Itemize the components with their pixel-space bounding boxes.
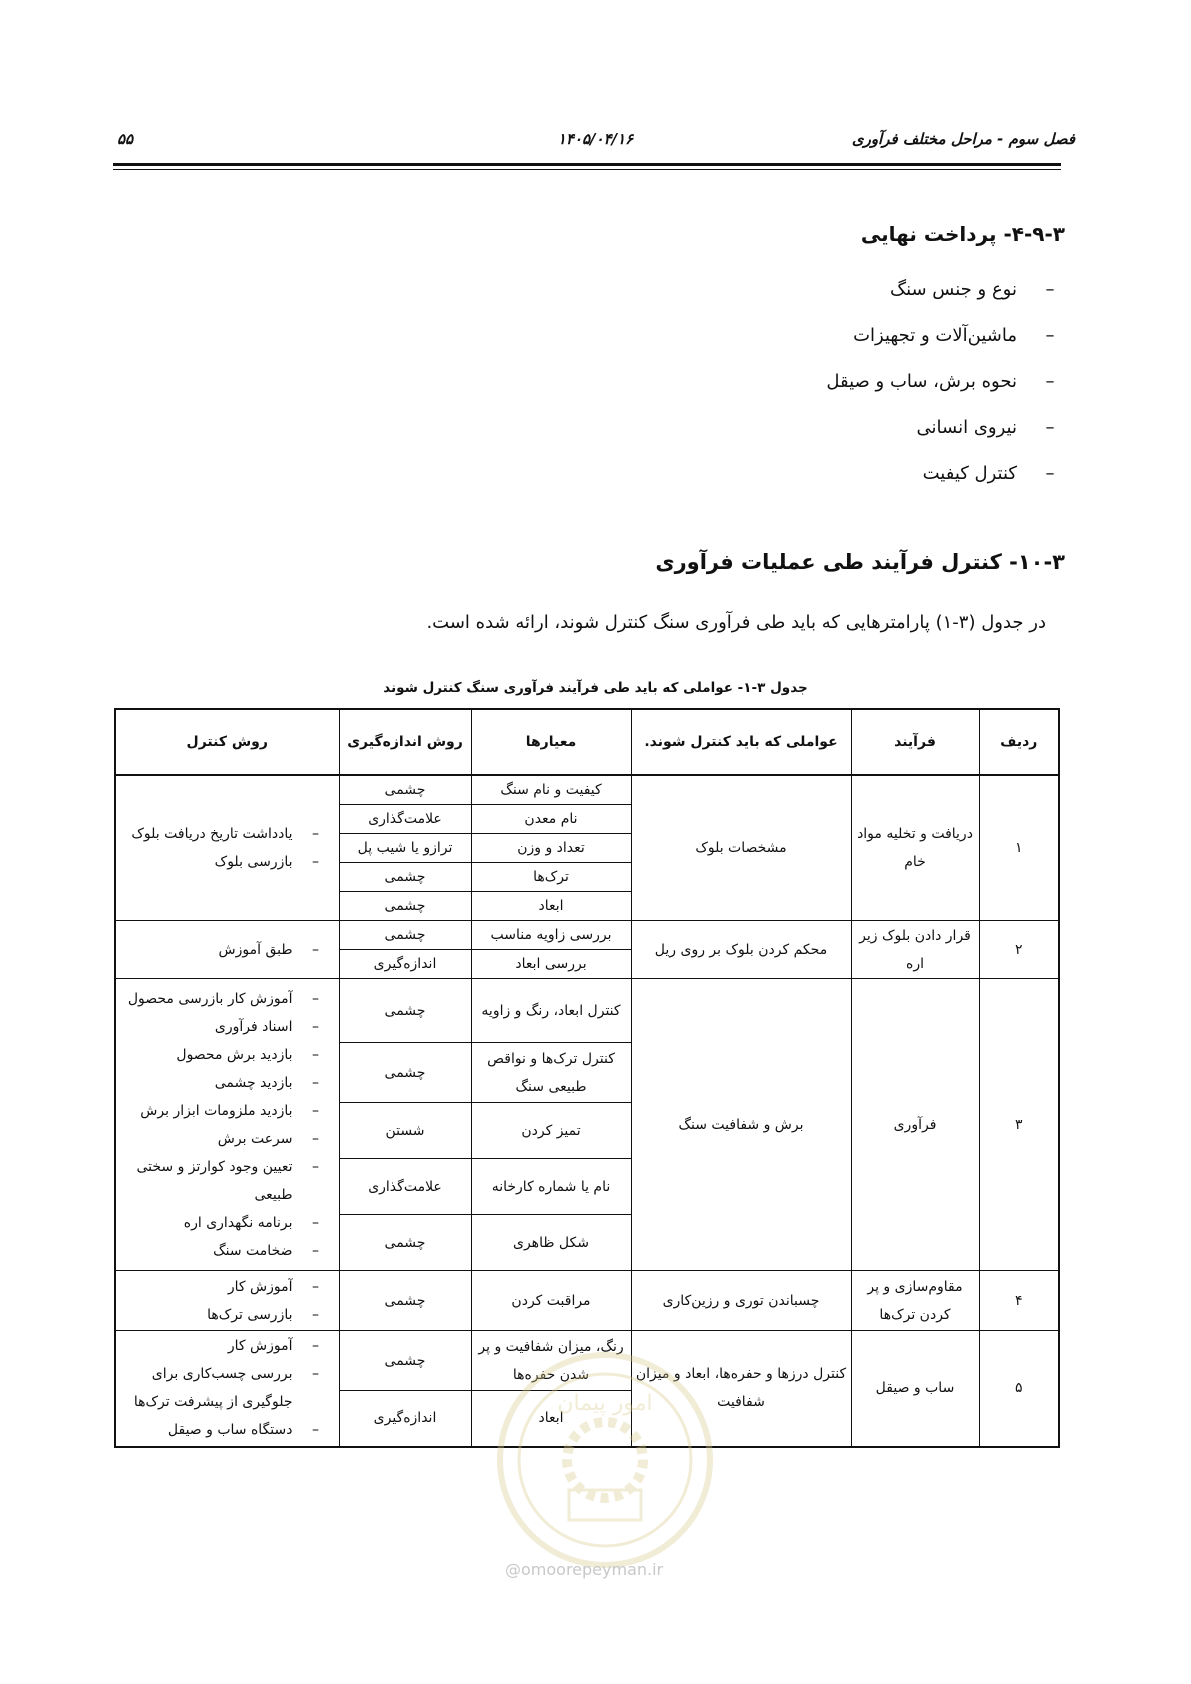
intro-paragraph: در جدول (۳-۱) پارامترهایی که باید طی فرآوری سنگ کنترل شوند، ارائه شده است.: [426, 612, 1046, 633]
control-item: –ضخامت سنگ: [213, 1242, 319, 1259]
control-item: –اسناد فرآوری: [214, 1018, 319, 1035]
control-item: –یادداشت تاریخ دریافت بلوک: [131, 826, 319, 842]
process-control-table: [114, 708, 1060, 1448]
control-item: –تعیین وجود کوارتز و سختی: [136, 1158, 319, 1175]
list-item: –نیروی انسانی: [916, 417, 1055, 438]
cell-method: چشمی: [339, 863, 471, 892]
control-item: –آموزش کار بازرسی محصول: [127, 990, 319, 1007]
bullet-list: [826, 275, 1065, 505]
cell-factors: مشخصات بلوک: [631, 775, 851, 921]
cell-row-no: ۳: [979, 979, 1059, 1271]
cell-criteria: تمیز کردن: [471, 1103, 631, 1159]
watermark-site: @omoorepeyman.ir: [505, 1560, 664, 1579]
table-row: [115, 1271, 1059, 1331]
header-process: فرآیند: [851, 709, 979, 775]
section-heading-final-finishing: ۴-۹-۳- پرداخت نهایی: [860, 222, 1065, 246]
cell-row-no: ۵: [979, 1331, 1059, 1447]
cell-process: فرآوری: [851, 979, 979, 1271]
page-number: ۵۵: [117, 130, 134, 148]
cell-method: علامت‌گذاری: [339, 805, 471, 834]
cell-factors: برش و شفافیت سنگ: [631, 979, 851, 1271]
cell-factors: کنترل درزها و حفره‌ها، ابعاد و میزان شفافیت: [631, 1331, 851, 1447]
cell-method: شستن: [339, 1103, 471, 1159]
section-heading-process-control: ۱۰-۳- کنترل فرآیند طی عملیات فرآوری: [655, 550, 1065, 574]
cell-method: چشمی: [339, 921, 471, 950]
list-item: –ماشین‌آلات و تجهیزات: [853, 325, 1055, 346]
cell-row-no: ۱: [979, 775, 1059, 921]
header-control-method: روش کنترل: [115, 709, 339, 775]
header-factors: عواملی که باید کنترل شوند.: [631, 709, 851, 775]
cell-control: [115, 1271, 339, 1331]
cell-criteria: بررسی زاویه مناسب: [471, 921, 631, 950]
header-measure-method: روش اندازه‌گیری: [339, 709, 471, 775]
cell-process: مقاوم‌سازی و پر کردن ترک‌ها: [851, 1271, 979, 1331]
control-item: –دستگاه ساب و صیقل: [167, 1422, 319, 1439]
cell-criteria: ترک‌ها: [471, 863, 631, 892]
control-item: –طبق آموزش: [218, 941, 319, 958]
cell-method: چشمی: [339, 1331, 471, 1391]
header-rule-thin: [113, 169, 1061, 170]
cell-criteria: کیفیت و نام سنگ: [471, 775, 631, 805]
cell-control: [115, 921, 339, 979]
cell-criteria: کنترل ابعاد، رنگ و زاویه: [471, 979, 631, 1043]
cell-control: [115, 979, 339, 1271]
header-date: ۱۴۰۵/۰۴/۱۶: [557, 130, 634, 148]
cell-factors: چسباندن توری و رزین‌کاری: [631, 1271, 851, 1331]
control-item: –سرعت برش: [217, 1130, 319, 1147]
cell-row-no: ۲: [979, 921, 1059, 979]
cell-criteria: مراقبت کردن: [471, 1271, 631, 1331]
cell-criteria: تعداد و وزن: [471, 834, 631, 863]
cell-method: ترازو یا شیب پل: [339, 834, 471, 863]
table-row: [115, 775, 1059, 805]
table-header-row: [115, 709, 1059, 775]
svg-text:امور پیمان: امور پیمان: [557, 1391, 653, 1416]
control-item: –بازدید چشمی: [214, 1074, 319, 1091]
cell-method: اندازه‌گیری: [339, 950, 471, 979]
control-item: –آموزش کار: [227, 1278, 319, 1295]
cell-process: قرار دادن بلوک زیر اره: [851, 921, 979, 979]
cell-criteria: بررسی ابعاد: [471, 950, 631, 979]
chapter-title: فصل سوم - مراحل مختلف فرآوری: [851, 130, 1075, 148]
cell-row-no: ۴: [979, 1271, 1059, 1331]
cell-method: چشمی: [339, 979, 471, 1043]
cell-criteria: نام معدن: [471, 805, 631, 834]
cell-criteria: شکل ظاهری: [471, 1215, 631, 1271]
table-row: [115, 1331, 1059, 1391]
control-item: –بازرسی ترک‌ها: [207, 1306, 319, 1323]
cell-criteria: ابعاد: [471, 1391, 631, 1447]
header-criteria: معیارها: [471, 709, 631, 775]
list-item: –نحوه برش، ساب و صیقل: [826, 371, 1055, 392]
control-item-continued: طبیعی: [254, 1186, 293, 1203]
cell-method: چشمی: [339, 775, 471, 805]
cell-method: اندازه‌گیری: [339, 1391, 471, 1447]
cell-criteria: نام یا شماره کارخانه: [471, 1159, 631, 1215]
cell-method: چشمی: [339, 892, 471, 921]
control-item-continued: جلوگیری از پیشرفت ترک‌ها: [133, 1394, 293, 1411]
table-row: [115, 921, 1059, 950]
cell-criteria: ابعاد: [471, 892, 631, 921]
cell-method: چشمی: [339, 1215, 471, 1271]
cell-method: چشمی: [339, 1043, 471, 1103]
control-item: –آموزش کار: [227, 1338, 319, 1355]
header-rule: [113, 163, 1061, 166]
cell-method: چشمی: [339, 1271, 471, 1331]
cell-process: ساب و صیقل: [851, 1331, 979, 1447]
cell-process: دریافت و تخلیه مواد خام: [851, 775, 979, 921]
cell-criteria: کنترل ترک‌ها و نواقص طبیعی سنگ: [471, 1043, 631, 1103]
list-item: –کنترل کیفیت: [922, 463, 1055, 484]
control-item: –بازدید برش محصول: [176, 1046, 319, 1063]
table-row: [115, 979, 1059, 1043]
control-item: –بررسی چسب‌کاری برای: [151, 1366, 319, 1383]
list-item: –نوع و جنس سنگ: [889, 279, 1055, 300]
cell-control: [115, 775, 339, 921]
header-row-no: ردیف: [979, 709, 1059, 775]
control-item: –بازدید ملزومات ابزار برش: [140, 1102, 319, 1119]
control-item: –برنامه نگهداری اره: [183, 1214, 319, 1231]
cell-method: علامت‌گذاری: [339, 1159, 471, 1215]
cell-control: [115, 1331, 339, 1447]
control-item: –بازرسی بلوک: [214, 854, 319, 870]
cell-criteria: رنگ، میزان شفافیت و پر شدن حفره‌ها: [471, 1331, 631, 1391]
cell-factors: محکم کردن بلوک بر روی ریل: [631, 921, 851, 979]
table-caption: جدول ۳-۱- عواملی که باید طی فرآیند فرآوری سنگ کنترل شوند: [383, 680, 808, 696]
